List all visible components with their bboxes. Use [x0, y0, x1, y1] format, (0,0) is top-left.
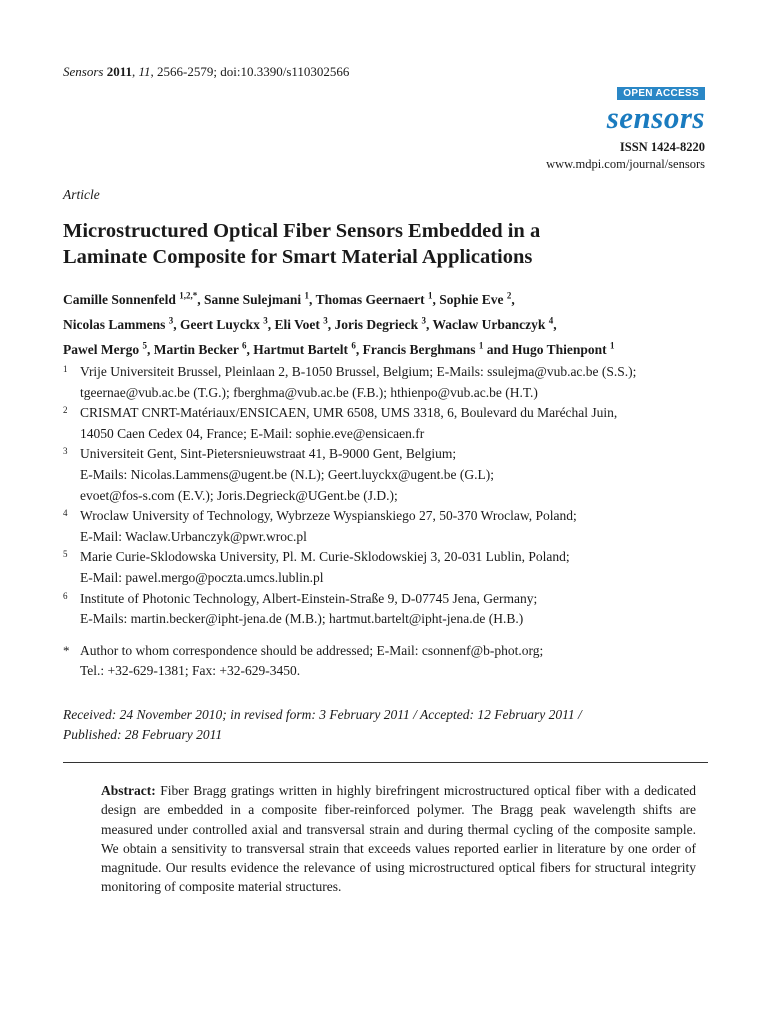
citation-line: Sensors 2011, 11, 2566-2579; doi:10.3390/s110302566 [63, 64, 350, 79]
author-name: Sanne Sulejmani [204, 291, 302, 307]
affiliation-line: CRISMAT CNRT-Matériaux/ENSICAEN, UMR 6508, UMS 3318, 6, Boulevard du Maréchal Juin, [80, 405, 618, 421]
author-name: Nicolas Lammens [63, 316, 166, 332]
affiliation-number: 3 [63, 446, 68, 457]
author-name: Martin Becker [153, 341, 239, 357]
author-separator: , [426, 316, 433, 332]
paper-title [63, 218, 703, 270]
author-line [63, 317, 557, 332]
author-separator: , [309, 291, 316, 307]
affiliation-line: E-Mails: Nicolas.Lammens@ugent.be (N.L); Geert.luyckx@ugent.be (G.L); [80, 466, 494, 482]
affiliation-line: Wroclaw University of Technology, Wybrzeze Wyspianskiego 27, 50-370 Wroclaw, Poland; [80, 508, 577, 524]
author-separator: , [246, 341, 254, 357]
correspondence-text [80, 641, 713, 682]
author-separator: , [553, 316, 557, 332]
title-line: Laminate Composite for Smart Material Applications [63, 246, 533, 268]
author-affiliation-marker: 3 [421, 315, 426, 326]
article-type: Article [63, 187, 100, 202]
author-name: Thomas Geernaert [315, 291, 425, 307]
affiliation-line: E-Mail: Waclaw.Urbanczyk@pwr.wroc.pl [80, 528, 307, 544]
affiliation-text [80, 403, 713, 444]
affiliation-number: 2 [63, 405, 68, 416]
author-affiliation-marker: 1 [478, 340, 484, 351]
author-affiliation-marker: 6 [241, 340, 247, 351]
author-name: Hartmut Bartelt [253, 341, 349, 357]
abstract-text: Fiber Bragg gratings written in highly birefringent microstructured optical fiber with a dedicated design are embedded in a composite fiber-reinforced polymer. The Bragg peak wavelength shifts are measured under controlled axial and transversal strain and during thermal cycling of the composite sample. We obtain a sensitivity to transversal strain that exceeds values reported earlier in literature by one order of magnitude. Our results evidence the relevance of using microstructured optical fibers for structural integrity monitoring of composite material structures. [101, 783, 696, 895]
author-name: Geert Luyckx [180, 316, 260, 332]
affiliation-text [80, 506, 713, 547]
affiliation-line: Marie Curie-Sklodowska University, Pl. M. Curie-Sklodowskiej 3, 20-031 Lublin, Poland; [80, 549, 570, 565]
author-separator: , [173, 316, 180, 332]
author-affiliation-marker: 1 [610, 340, 615, 351]
author-separator: , [267, 316, 275, 332]
affiliation-line: 14050 Caen Cedex 04, France; E-Mail: sophie.eve@ensicaen.fr [80, 425, 425, 441]
author-separator: , [511, 291, 515, 307]
author-line [63, 342, 615, 357]
affiliation [63, 547, 713, 588]
affiliation-line: E-Mails: martin.becker@ipht-jena.de (M.B.); hartmut.bartelt@ipht-jena.de (H.B.) [80, 611, 524, 627]
affiliation [63, 506, 713, 547]
affiliation-text [80, 362, 713, 403]
affiliation [63, 403, 713, 444]
affiliation-line: Institute of Photonic Technology, Albert-Einstein-Straße 9, D-07745 Jena, Germany; [80, 590, 538, 606]
author-separator: , [327, 316, 335, 332]
author-separator: , [355, 341, 363, 357]
correspondence-line: Author to whom correspondence should be addressed; E-Mail: csonnenf@b-phot.org; [80, 642, 544, 658]
journal-logo: sensors [606, 100, 705, 135]
citation-journal: Sensors [63, 64, 104, 79]
issn: ISSN 1424-8220 [619, 140, 705, 154]
affiliation-line: evoet@fos-s.com (E.V.); Joris.Degrieck@UGent.be (J.D.); [80, 487, 398, 503]
author-affiliation-marker: 6 [351, 340, 356, 351]
correspondence-asterisk: * [63, 642, 70, 658]
affiliation [63, 444, 713, 506]
author-name: Pawel Mergo [63, 341, 140, 357]
author-affiliation-marker: 3 [323, 315, 328, 326]
affiliation-line: Vrije Universiteit Brussel, Pleinlaan 2, B-1050 Brussel, Belgium; E-Mails: ssulejma@vub.ac.be (S.S.); [80, 364, 637, 379]
correspondence-note [63, 641, 713, 682]
affiliation-text [80, 589, 713, 630]
affiliation-line: E-Mail: pawel.mergo@poczta.umcs.lublin.pl [80, 569, 324, 585]
author-separator: , [146, 341, 154, 357]
author-affiliation-marker: 3 [168, 315, 174, 326]
publication-dates [63, 705, 703, 745]
author-affiliation-marker: 4 [548, 315, 554, 326]
author-affiliation-marker: 3 [263, 315, 268, 326]
affiliation [63, 589, 713, 630]
citation-pages-doi: , 2566-2579; doi:10.3390/s110302566 [150, 64, 350, 79]
affiliation [63, 362, 713, 403]
abstract-label: Abstract: [101, 783, 156, 798]
author-name: Waclaw Urbanczyk [432, 316, 546, 332]
affiliation-number: 4 [63, 508, 68, 519]
author-separator: and [483, 341, 512, 357]
journal-url[interactable]: www.mdpi.com/journal/sensors [546, 157, 705, 171]
affiliation-number: 1 [63, 364, 68, 374]
dates-line: Received: 24 November 2010; in revised form: 3 February 2011 / Accepted: 12 February 2011 / [63, 707, 582, 722]
author-affiliation-marker: 1 [428, 290, 433, 300]
author-name: Francis Berghmans [362, 341, 476, 357]
affiliation-line: Universiteit Gent, Sint-Pietersnieuwstraat 41, B-9000 Gent, Belgium; [80, 446, 457, 462]
author-list [63, 285, 713, 360]
author-name: Hugo Thienpont [511, 341, 607, 357]
correspondence-line: Tel.: +32-629-1381; Fax: +32-629-3450. [80, 663, 301, 679]
author-affiliation-marker: 2 [506, 290, 512, 300]
abstract [101, 781, 696, 897]
author-name: Joris Degrieck [334, 316, 419, 332]
author-line [63, 292, 515, 307]
author-affiliation-marker: 1,2,* [179, 290, 198, 300]
author-affiliation-marker: 1 [304, 290, 310, 300]
author-name: Eli Voet [274, 316, 320, 332]
affiliation-text [80, 444, 713, 506]
section-divider [63, 762, 708, 763]
affiliation-text [80, 547, 713, 588]
affiliation-list [63, 362, 713, 682]
author-affiliation-marker: 5 [142, 340, 147, 351]
author-name: Sophie Eve [439, 291, 504, 307]
citation-year: 2011 [106, 64, 132, 79]
dates-line: Published: 28 February 2011 [63, 727, 223, 742]
affiliation-number: 5 [63, 549, 68, 560]
author-name: Camille Sonnenfeld [63, 291, 176, 307]
author-separator: , [432, 291, 440, 307]
affiliation-number: 6 [63, 590, 68, 601]
affiliation-line: tgeernae@vub.ac.be (T.G.); fberghma@vub.ac.be (F.B.); hthienpo@vub.ac.be (H.T.) [80, 384, 538, 400]
title-line: Microstructured Optical Fiber Sensors Embedded in a [63, 220, 541, 242]
citation-volume: 11 [138, 64, 151, 79]
author-separator: , [197, 291, 205, 307]
open-access-badge: OPEN ACCESS [617, 87, 705, 100]
